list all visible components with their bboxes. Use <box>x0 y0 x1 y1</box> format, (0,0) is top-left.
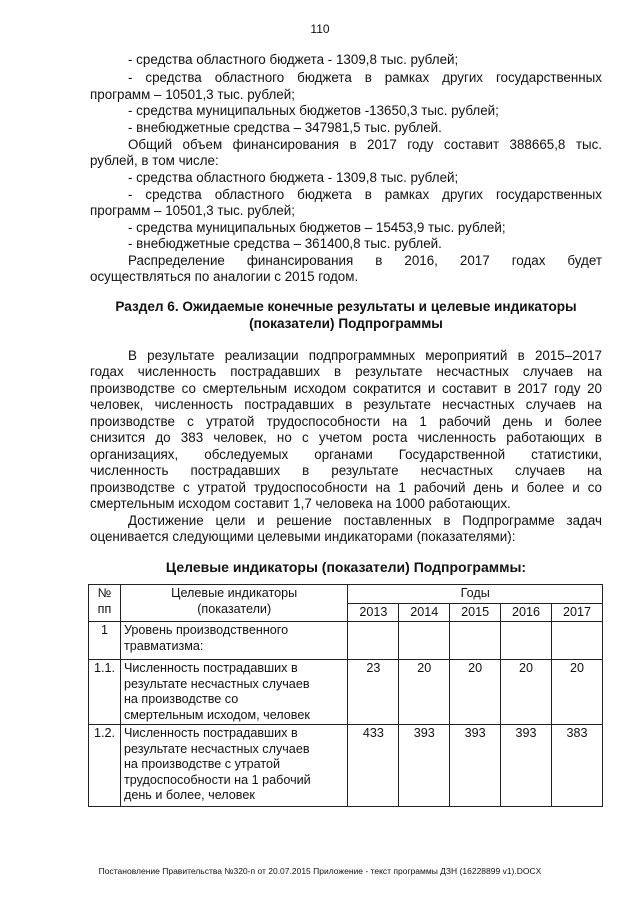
funding-line: - средства областного бюджета - 1309,8 тыс. рублей; <box>128 52 459 67</box>
body-line: В результате реализации подпрограммных мероприятий в 2015–2017 <box>128 348 602 363</box>
funding-line: Распределение финансирования в 2016, 2017 годах будет <box>128 253 602 268</box>
row-value <box>501 622 552 660</box>
indicator-line: день и более, человек <box>123 788 255 802</box>
table-row <box>89 725 603 807</box>
row-indicator <box>120 725 347 807</box>
body-line: человек, численность пострадавших в результате несчастных случаев на <box>90 397 602 412</box>
header-indicator-line: Целевые индикаторы <box>171 586 298 600</box>
indicator-line: Численность пострадавших в <box>123 661 298 675</box>
indicator-line: Численность пострадавших в <box>123 726 298 740</box>
table-row <box>89 660 603 725</box>
funding-line: - средства областного бюджета - 1309,8 тыс. рублей; <box>128 170 459 185</box>
row-value: 393 <box>450 725 501 807</box>
indicator-line: результате несчастных случаев <box>123 676 310 691</box>
year-header: 2015 <box>450 603 501 622</box>
row-value: 23 <box>348 660 399 725</box>
funding-line: осуществляться по аналогии с 2015 годом. <box>90 269 359 284</box>
funding-line: - внебюджетные средства – 347981,5 тыс. рублей. <box>128 120 442 135</box>
header-number-line: № <box>97 586 112 600</box>
section-heading-line: Раздел 6. Ожидаемые конечные результаты и целевые индикаторы <box>115 299 577 314</box>
header-indicator-line: (показатели) <box>197 601 272 616</box>
table-row <box>89 622 603 660</box>
year-header: 2016 <box>501 603 552 622</box>
row-number: 1 <box>89 622 121 660</box>
section-heading-line: (показатели) Подпрограммы <box>249 316 443 331</box>
row-value <box>399 622 450 660</box>
row-value <box>348 622 399 660</box>
funding-line: Общий объем финансирования в 2017 году составит 388665,8 тыс. <box>128 137 602 152</box>
body-line: снизится до 383 человек, но с учетом роста численность работающих в <box>90 430 602 445</box>
indicator-line: Уровень производственного <box>123 623 289 637</box>
body-line: годах численность пострадавших в результате несчастных случаев на <box>90 364 602 379</box>
funding-line: программ – 10501,3 тыс. рублей; <box>90 203 295 218</box>
row-value: 383 <box>552 725 603 807</box>
body-line: Достижение цели и решение поставленных в Подпрограмме задач <box>128 513 602 528</box>
body-line: производстве со смертельным исходом сократится и составит в 2017 году 20 <box>90 381 602 396</box>
row-value: 20 <box>501 660 552 725</box>
table-header-row <box>89 585 603 604</box>
funding-line: - средства муниципальных бюджетов – 15453,9 тыс. рублей; <box>128 220 506 235</box>
indicator-line: травматизма: <box>123 638 204 653</box>
indicator-line: результате несчастных случаев <box>123 741 310 756</box>
funding-line: - средства областного бюджета в рамках других государственных <box>128 70 602 85</box>
body-line: численность пострадавших в результате несчастных случаев на <box>90 463 602 478</box>
header-indicator <box>120 585 347 622</box>
row-value: 20 <box>552 660 603 725</box>
year-header: 2017 <box>552 603 603 622</box>
body-line: смертельным исходом составит 1,7 человека на 1000 работающих. <box>90 496 511 511</box>
page-number: 110 <box>310 22 330 36</box>
row-number: 1.1. <box>89 660 121 725</box>
document-footer: Постановление Правительства №320-п от 20.07.2015 Приложение - текст программы ДЗН (16228899 v1).DOCX <box>98 866 542 876</box>
funding-line: - средства муниципальных бюджетов -13650,3 тыс. рублей; <box>128 103 499 118</box>
row-value: 20 <box>399 660 450 725</box>
header-number-line: пп <box>97 601 112 616</box>
row-indicator <box>120 660 347 725</box>
body-line: оценивается следующими целевыми индикаторами (показателями): <box>90 529 516 544</box>
indicator-line: трудоспособности на 1 рабочий <box>123 772 311 787</box>
header-years: Годы <box>348 585 603 604</box>
indicator-line: на производстве со <box>123 692 239 706</box>
table-title: Целевые индикаторы (показатели) Подпрограммы: <box>165 559 527 575</box>
year-header: 2013 <box>348 603 399 622</box>
funding-line: рублей, в том числе: <box>90 153 219 168</box>
body-line: производстве с утратой трудоспособности на 1 рабочий день и более и со <box>90 480 602 495</box>
row-value: 393 <box>501 725 552 807</box>
row-indicator <box>120 622 347 660</box>
row-value <box>552 622 603 660</box>
row-value: 433 <box>348 725 399 807</box>
indicators-table <box>88 584 603 807</box>
header-number <box>89 585 121 622</box>
row-value: 393 <box>399 725 450 807</box>
funding-line: - внебюджетные средства – 361400,8 тыс. рублей. <box>128 236 442 251</box>
body-line: производстве с утратой трудоспособности на 1 рабочий день и более <box>90 414 602 429</box>
row-value <box>450 622 501 660</box>
indicator-line: на производстве с утратой <box>123 757 281 771</box>
row-value: 20 <box>450 660 501 725</box>
indicator-line: смертельным исходом, человек <box>123 707 310 722</box>
row-number: 1.2. <box>89 725 121 807</box>
year-header: 2014 <box>399 603 450 622</box>
funding-line: - средства областного бюджета в рамках других государственных <box>128 187 602 202</box>
funding-line: программ – 10501,3 тыс. рублей; <box>90 87 295 102</box>
body-line: организациях, обследуемых органами Государственной статистики, <box>90 447 602 462</box>
